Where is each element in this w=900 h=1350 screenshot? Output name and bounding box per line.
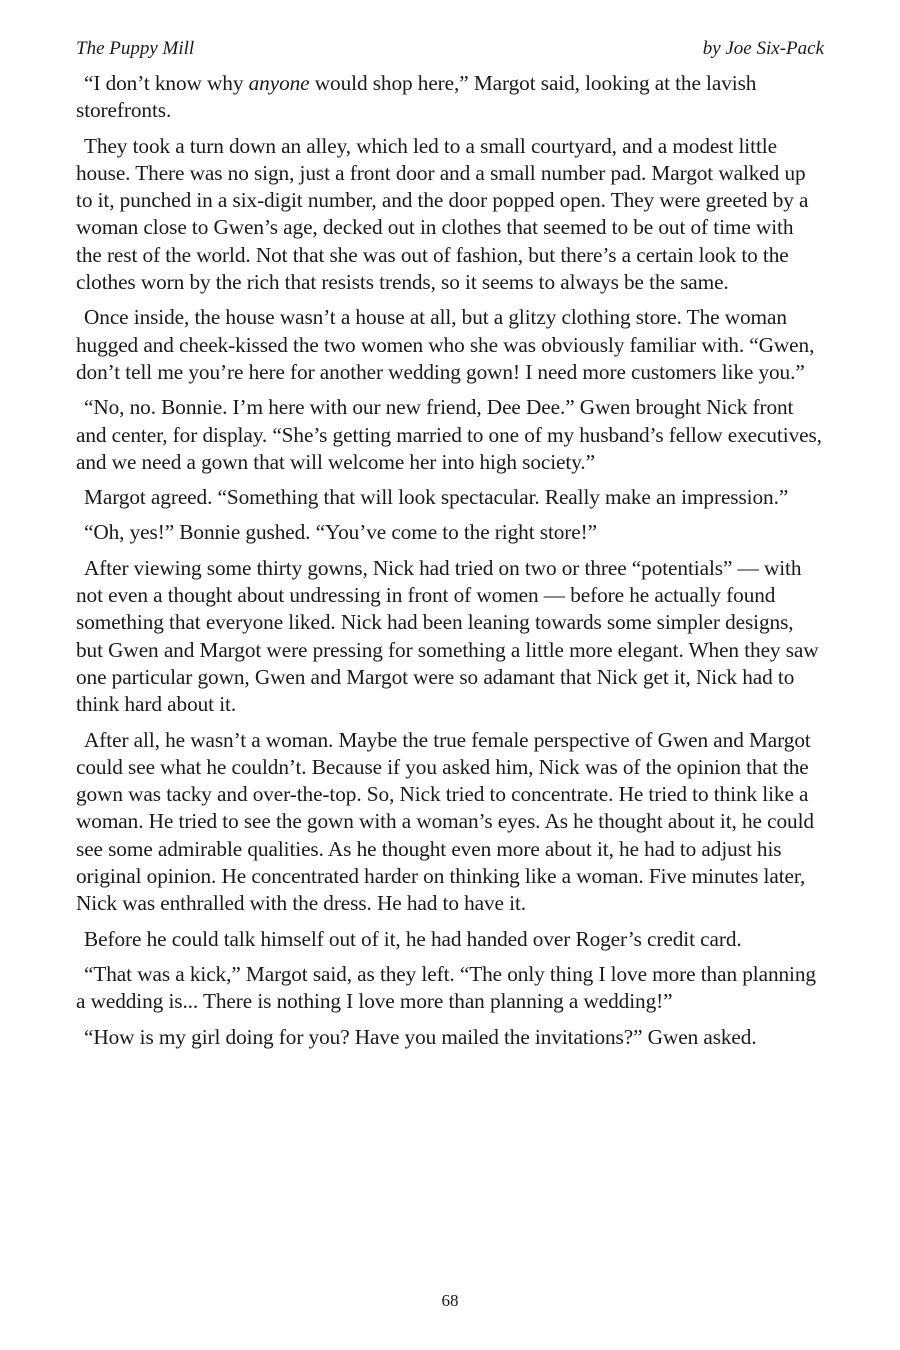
paragraph: Before he could talk himself out of it, he had handed over Roger’s credit card.: [84, 926, 742, 951]
emphasis-text: anyone: [248, 71, 310, 95]
paragraph: [76, 70, 824, 125]
running-header: [76, 36, 824, 62]
paragraph-text: would shop here,” Margot said, looking at the lavish storefronts.: [76, 71, 757, 123]
paragraph: “Oh, yes!” Bonnie gushed. “You’ve come to the right store!”: [84, 520, 597, 545]
paragraph: After viewing some thirty gowns, Nick had tried on two or three “potentials” — with not even a thought about undressing in front of women — before he actually found something that everyone liked. Nick had been leaning towards some simpler designs, but Gwen and Margot were pressing for something a little more elegant. When they saw one particular gown, Gwen and Margot were so adamant that Nick get it, Nick had to think hard about it.: [76, 555, 819, 717]
body-text: [76, 70, 824, 1059]
page-number: 68: [441, 1291, 459, 1310]
paragraph: They took a turn down an alley, which led to a small courtyard, and a modest little house. There was no sign, just a front door and a small number pad. Margot walked up to it, punched in a six-digit number, and the door popped open. They were greeted by a woman close to Gwen’s age, decked out in clothes that seemed to be out of time with the rest of the world. Not that she was out of fashion, but there’s a certain look to the clothes worn by the rich that resists trends, so it seems to always be the same.: [76, 133, 809, 295]
author-name: by Joe Six-Pack: [702, 38, 824, 59]
paragraph: “That was a kick,” Margot said, as they left. “The only thing I love more than planning a wedding is... There is nothing I love more than planning a wedding!”: [76, 961, 816, 1014]
paragraph: Once inside, the house wasn’t a house at all, but a glitzy clothing store. The woman hugged and cheek-kissed the two women who she was obviously familiar with. “Gwen, don’t tell me you’re here for another wedding gown! I need more customers like you.”: [76, 305, 815, 384]
paragraph: “No, no. Bonnie. I’m here with our new friend, Dee Dee.” Gwen brought Nick front and center, for display. “She’s getting married to one of my husband’s fellow executives, and we need a gown that will welcome her into high society.”: [76, 395, 822, 474]
paragraph: Margot agreed. “Something that will look spectacular. Really make an impression.”: [84, 485, 789, 510]
paragraph-text: “I don’t know why: [84, 71, 249, 95]
paragraph: After all, he wasn’t a woman. Maybe the true female perspective of Gwen and Margot could see what he couldn’t. Because if you asked him, Nick was of the opinion that the gown was tacky and over-the-top. So, Nick tried to concentrate. He tried to think like a woman. He tried to see the gown with a woman’s eyes. As he thought about it, he could see some admirable qualities. As he thought even more about it, he had to adjust his original opinion. He concentrated harder on thinking like a woman. Five minutes later, Nick was enthralled with the dress. He had to have it.: [76, 727, 814, 916]
book-title: The Puppy Mill: [76, 38, 195, 59]
paragraph: “How is my girl doing for you? Have you mailed the invitations?” Gwen asked.: [84, 1024, 757, 1049]
